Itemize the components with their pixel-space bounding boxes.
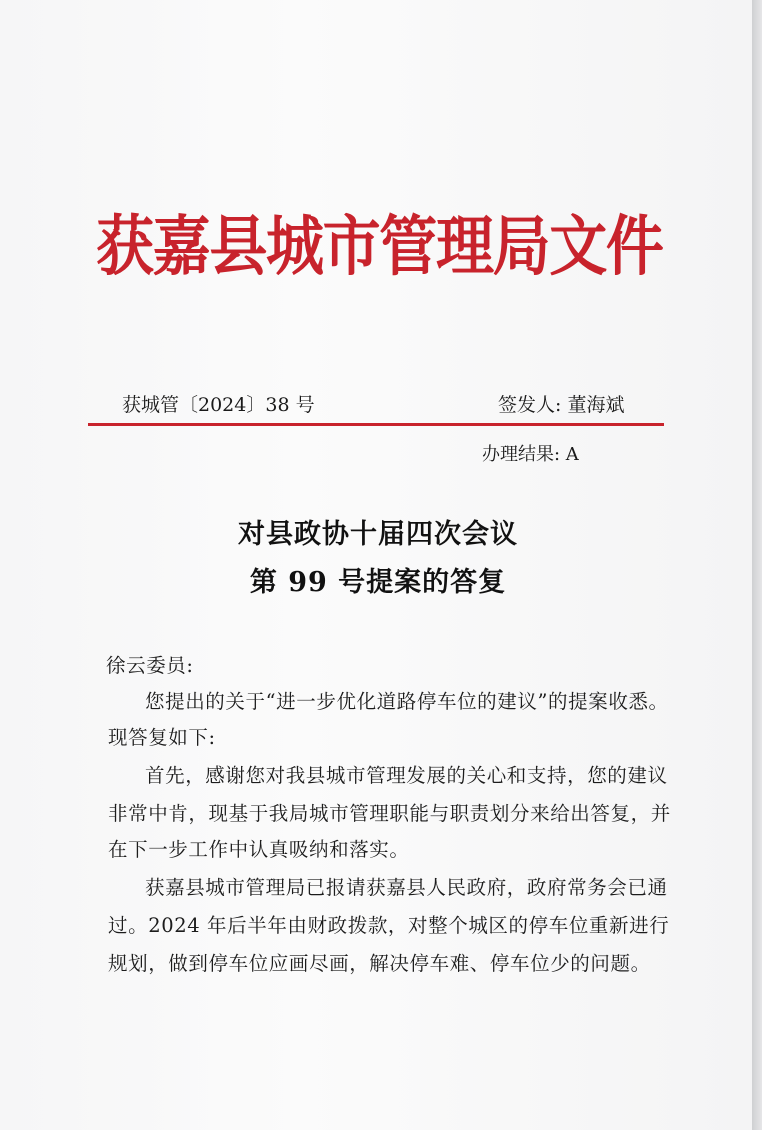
document-header-title bbox=[96, 192, 662, 300]
header-char: 文 bbox=[549, 207, 608, 285]
paragraph-3-line-3: 规划，做到停车位应画尽画，解决停车难、停车位少的问题。 bbox=[108, 952, 651, 975]
paragraph-3-line-2: 过。2024 年后半年由财政拨款，对整个城区的停车位重新进行 bbox=[108, 914, 670, 937]
header-divider bbox=[88, 423, 664, 426]
header-char: 局 bbox=[492, 207, 551, 285]
paper-edge bbox=[752, 0, 762, 1130]
paragraph-2-line-1: 首先，感谢您对我县城市管理发展的关心和支持，您的建议 bbox=[145, 764, 668, 787]
paragraph-2-line-2: 非常中肯，现基于我局城市管理职能与职责划分来给出答复，并 bbox=[108, 802, 671, 825]
header-char: 市 bbox=[322, 207, 381, 285]
document-heading-line2: 第 99 号提案的答复 bbox=[249, 567, 507, 598]
paragraph-1-line-2: 现答复如下: bbox=[108, 726, 216, 749]
header-char: 理 bbox=[435, 207, 494, 285]
handling-result: 办理结果: A bbox=[482, 444, 579, 465]
header-char: 获 bbox=[96, 207, 155, 285]
header-char: 城 bbox=[265, 207, 324, 285]
salutation: 徐云委员: bbox=[106, 654, 194, 677]
header-char: 管 bbox=[379, 207, 438, 285]
header-char: 嘉 bbox=[152, 207, 211, 285]
paragraph-1-line-1: 您提出的关于“进一步优化道路停车位的建议”的提案收悉。 bbox=[145, 690, 669, 713]
document-number: 获城管〔2024〕38 号 bbox=[122, 394, 315, 416]
header-char: 县 bbox=[209, 207, 268, 285]
header-char: 件 bbox=[605, 207, 664, 285]
document-heading-line1: 对县政协十届四次会议 bbox=[238, 519, 518, 550]
signer: 签发人: 董海斌 bbox=[498, 394, 625, 416]
paragraph-2-line-3: 在下一步工作中认真吸纳和落实。 bbox=[108, 838, 410, 861]
paragraph-3-line-1: 获嘉县城市管理局已报请获嘉县人民政府，政府常务会已通 bbox=[145, 876, 668, 899]
